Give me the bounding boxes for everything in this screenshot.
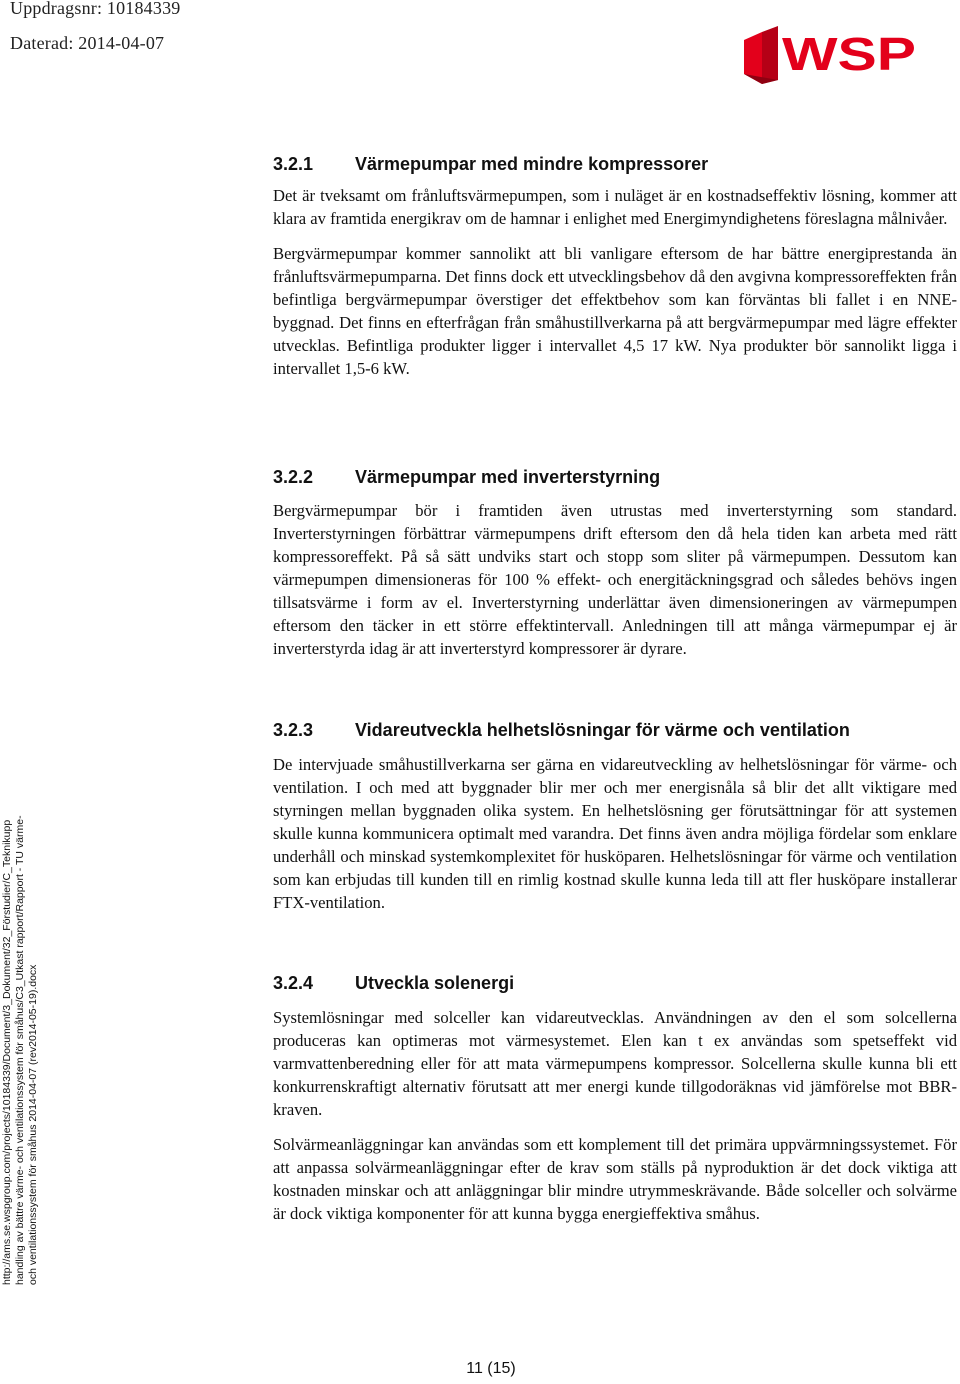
section-heading	[273, 154, 957, 175]
section-3-2-4	[273, 973, 957, 1225]
section-3-2-1	[273, 154, 957, 380]
section-title: Utveckla solenergi	[355, 973, 515, 993]
section-number: 3.2.2	[273, 467, 314, 487]
section-title: Värmepumpar med mindre kompressorer	[355, 154, 709, 174]
section-heading	[273, 467, 957, 488]
section-3-2-2	[273, 467, 957, 660]
paragraph: De intervjuade småhustillverkarna ser gärna en vidareutveckling av helhetslösningar för värme- och ventilation. I och med att byggnader blir mer och mer energisnåla så blir det allt viktigare med styrningen mellan byggnaden olika system. En helhetslösning ger förutsättningar för att systemen skulle kunna kommunicera optimalt med varandra. Det finns även andra möjliga fördelar som enklare underhåll och minskad systemkomplexitet för husköparen. Helhetslösningar för värme och ventilation som kan erbjudas till kunden till en rimlig kostnad skulle kunna leda till att fler husköpare installerar FTX-ventilation.	[273, 755, 957, 912]
file-path-sidebar: http://ams.se.wspgroup.com/projects/10184339/Document/3_Dokument/32_Förstudier/C_Teknikupphandling av bättre värme- och ventilationssystem för småhus/C3_Utkast rapport/Rapport - TU värme- och ventilationssystem för småhus 2014-04-07 (rev2014-05-19).docx	[1, 815, 39, 1285]
section-number: 3.2.3	[273, 720, 314, 740]
svg-text:WSP: WSP	[782, 28, 916, 80]
paragraph: Systemlösningar med solceller kan vidareutvecklas. Användningen av den el som solcellerna produceras kan optimeras mot värmesystemet. Elen kan t ex användas som spetseffekt vid varmvattenberedning eller för att mata värmepumpens kompressor. Solcellerna skulle kunna bli ett konkurrenskraftigt alternativ förutsatt att mer energi kunde tillgodoräknas vid jämförelse mot BBR-kraven.	[273, 1008, 957, 1119]
paragraph: Bergvärmepumpar bör i framtiden även utrustas med inverterstyrning som standard. Inverterstyrningen förbättrar värmepumpens drift eftersom den då hela tiden kan arbeta med rätt kompressoreffekt. På så sätt undviks start och stopp som sliter på värmepumpen. Dessutom kan värmepumpen dimensioneras för 100 % effekt- och energitäckningsgrad och således behövs ingen tillsatsvärme i form av el. Inverterstyrning underlättar även dimensioneringen av värmepumpen eftersom den täcker in ett större effektintervall. Anledningen till att många värmepumpar ej är inverterstyrda idag är att inverterstyrd kompressorer är dyrare.	[273, 501, 957, 658]
paragraph: Bergvärmepumpar kommer sannolikt att bli vanligare eftersom de har bättre energiprestanda än frånluftsvärmepumparna. Det finns dock ett utvecklingsbehov då den avgivna kompressoreffekten från befintliga bergvärmepumpar överstiger det effektbehov som kan förväntas bli fallet i en NNE-byggnad. Det finns en efterfrågan från småhustillverkarna på att bergvärmepumpar med lägre effekter utvecklas. Befintliga produkter ligger i intervallet 4,5 17 kW. Nya produkter bör sannolikt ligga i intervallet 1,5-6 kW.	[273, 244, 957, 378]
wsp-logo	[742, 22, 922, 86]
document-date: Daterad: 2014-04-07	[10, 33, 165, 53]
section-3-2-3	[273, 720, 957, 914]
section-number: 3.2.4	[273, 973, 314, 993]
section-heading	[273, 720, 957, 741]
section-heading	[273, 973, 957, 994]
paragraph: Det är tveksamt om frånluftsvärmepumpen, som i nuläget är en kostnadseffektiv lösning, kommer att klara av framtida energikrav om de hamnar i enlighet med Energimyndighetens föreslagna målnivåer.	[273, 186, 957, 228]
paragraph: Solvärmeanläggningar kan användas som ett komplement till det primära uppvärmningssystemet. För att anpassa solvärmeanläggningar efter de krav som ställs på nyproduktion är det dock viktiga att kostnaden minskar och att anläggningar blir mindre utrymmeskrävande. Både solceller och solvärme är dock viktiga komponenter för att kunna bygga energieffektiva småhus.	[273, 1135, 957, 1223]
section-title: Värmepumpar med inverterstyrning	[355, 467, 661, 487]
section-number: 3.2.1	[273, 154, 314, 174]
assignment-number: Uppdragsnr: 10184339	[10, 0, 181, 18]
page-number: 11 (15)	[466, 1360, 516, 1377]
section-title: Vidareutveckla helhetslösningar för värme och ventilation	[355, 720, 850, 740]
